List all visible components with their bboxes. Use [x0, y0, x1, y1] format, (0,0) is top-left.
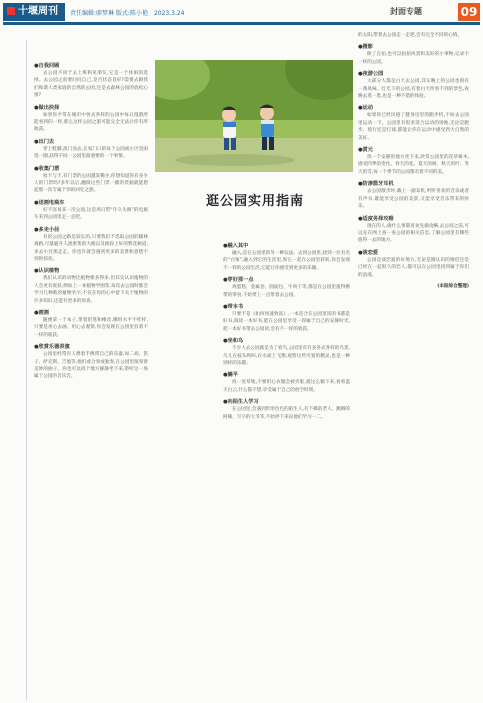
section-body: 我们认识的动物比植物要多得多,但其实认识植物的人会更有收获,例如上一本植物学图鉴,每次去公园时都会学习几种新的植物名字,不仅在你的心中留下关于植物的许多知识,还能有更多的惊喜。 — [34, 276, 148, 304]
section-body: 在公园里,会遇到形形色色的陌生人,有下棋的老人、跳舞的阿姨、写字的大爷等,不妨停下来向他们学习一二。 — [223, 407, 350, 420]
section-title: 封面专题 — [390, 7, 422, 16]
section-body: 不少人去公园就是为了看鸟,公园里有许多各式各样的鸟类,鸟儿在枝头鸣叫,在水面上飞翔,观察这些可爱的精灵,也是一种别样的乐趣。 — [223, 346, 350, 367]
section-block — [223, 276, 350, 299]
masthead-title: 十堰周刊 — [18, 6, 58, 17]
column-divider — [26, 40, 30, 700]
section-heading: ●夜游公园 — [358, 71, 384, 78]
section-body: 公园里经常有人携着手携带自己的乐器,如二胡、笛子、萨克斯、吉他等,他们或合奏或独奏,在公园里演奏着美妙的曲子。你也可以找个地方静静坐下来,聆听这一场属于公园的音乐会。 — [34, 352, 148, 380]
section-heading: ●运动 — [358, 105, 373, 112]
section-block — [34, 138, 148, 161]
column-3 — [223, 240, 350, 700]
section-heading: ●坐和乌 — [223, 338, 244, 345]
issue-date: 2023.3.24 — [153, 10, 185, 17]
section-body: 大部分人都是白天去公园,其实晚上的公园也别有一番风味。灯光下的公园,有着白天所看不到的景色,夜晚去逛一逛,也是一种不错的体验。 — [358, 79, 469, 100]
section-block — [358, 32, 469, 39]
section-body: 找一处草地,不要担心衣服会被弄脏,就这么躺下来,看看蓝天白云,什么都不想,享受属于自己的放空时刻。 — [223, 380, 350, 393]
section-block — [34, 226, 148, 264]
section-heading: ●摄影 — [358, 44, 373, 51]
section-body: 收卡与卡,有门票的公园越发稀少,你想知道你有多少人的门票吗?多年以后,翻阅这些门票一摞的票据就能想起那一次专属于你的回忆之旅。 — [34, 173, 148, 194]
page-number: 09 — [458, 3, 480, 21]
section-heading: ●认识植物 — [34, 268, 60, 275]
section-block — [358, 215, 469, 245]
section-heading: ●谈恋爱 — [358, 249, 379, 256]
section-body: 好不容易来一次公园,这是周日带“年久失修”的电瓶车来到公园里走一走吧。 — [34, 207, 148, 221]
section-block — [358, 146, 469, 176]
section-block — [34, 343, 148, 381]
section-heading: ●躺平 — [223, 372, 238, 379]
park-photo-illustration — [155, 60, 353, 172]
section-body: 公园是谈恋爱的好地方,无论是刚认识的情侣还是已经在一起很久的恋人,都可以在公园里找到属于你们的浪漫。 — [358, 257, 469, 278]
section-block — [358, 43, 469, 66]
article-headline: 逛公园实用指南 — [205, 194, 304, 209]
section-heading: ●向陌生人学习 — [223, 399, 259, 406]
column-4 — [358, 32, 469, 700]
section-heading: ●自我回顾 — [34, 63, 60, 69]
section-block — [223, 371, 350, 394]
section-body: 融入,是在公园里的另一种玩法。去到公园里,找到一位有名的“白领”,融入到它的生活里,和它一起在公园里转转,你会发现不一样的公园生活,它能让你感受到更多的乐趣。 — [223, 251, 350, 271]
section-block — [34, 267, 148, 305]
editor-info — [70, 8, 185, 17]
article-signature: (本报综合整理) — [437, 283, 469, 289]
section-heading: ●做出抉择 — [34, 104, 60, 111]
section-heading: ●赏元 — [358, 147, 373, 154]
header-rule — [3, 22, 480, 25]
section-heading: ●出门去 — [34, 138, 55, 145]
section-heading: ●画画 — [34, 309, 49, 316]
section-block — [223, 398, 350, 421]
page-header — [0, 0, 483, 30]
section-heading: ●收集门票 — [34, 165, 60, 172]
section-body: 除了自拍,也可以拍拍风景和美好的小事物,记录不一样的公园。 — [358, 52, 469, 65]
section-block — [223, 337, 350, 367]
section-body: 随便拿一个本子,带着铅笔和橡皮,哪怕水平不咋样,只要是用心去画、用心去观察,你会发现在公园里有着不一样的收获。 — [34, 317, 148, 338]
section-block — [34, 165, 148, 195]
section-body: 穿上鞋脚,准门而去,在家门口的每个公园或小区里闲逛一圈,获得不同一公园里最重要的一个事情。 — [34, 146, 148, 160]
section-heading: ●送画电瓶车 — [34, 199, 65, 206]
section-body: 去公园散步时,戴上一副耳机,听听喜欢的音乐或者有声书,既能享受公园的美景,又能享受音乐带来的快乐。 — [358, 189, 469, 210]
column-1 — [34, 60, 148, 700]
editor-credits: 责任编辑:廖梦琳 版式:陈小艳 — [70, 10, 148, 17]
section-block — [223, 242, 350, 272]
section-block — [358, 104, 469, 142]
section-heading: ●穿好那一点 — [223, 277, 254, 284]
section-block — [358, 70, 469, 100]
section-body: 鸡蛋糕、金属卷、圆面包、牛肉干等,都是在公园里值得携带的零食,不妨带上一点带着去公园。 — [223, 285, 350, 298]
flag-icon — [7, 7, 15, 15]
section-body: 找一个安静的地方坐下来,欣赏公园里的花草树木,感受四季的变化。春天的花、夏天的树、秋天的叶、冬天的雪,每一个季节的公园都有着不同的美。 — [358, 155, 469, 175]
section-heading: ●防渗篮牙耳机 — [358, 181, 394, 188]
section-heading: ●适度务择攻略 — [358, 215, 394, 222]
section-heading: ●融入其中 — [223, 243, 249, 249]
section-block — [34, 199, 148, 222]
section-heading: ●多走小径 — [34, 226, 60, 233]
section-body: 如果你平常在城市中各式各样的公园中每日漫游所能看到的一样,那么这样公园之旅可能完全无法让你有所收获。 — [34, 112, 148, 133]
section-body: 现在的人,做什么事都喜欢先做攻略,去公园之前,可以先在网上查一查公园的相关信息,了解公园里有哪些值得一去的地方。 — [358, 223, 469, 244]
section-block — [223, 303, 350, 333]
section-block — [34, 104, 148, 134]
section-heading: ●带本书 — [223, 304, 244, 311]
section-body: 有的公园之路是较长的,只要我们不选取公园的辅林观路,尽量避开人流密集的大路以及路段上好的繁花树道,多去小径那走走。你也许就会遇到更多的美景和意想不到的惊喜。 — [34, 234, 148, 262]
children-photo — [155, 60, 353, 172]
masthead-logo — [3, 3, 65, 21]
section-heading: ●欣赏乐器表演 — [34, 344, 70, 351]
section-block — [358, 249, 469, 279]
section-body: 的太阳,带着去公园走一走吧,会有完全不同的心情。 — [358, 33, 462, 38]
section-block — [34, 309, 148, 339]
section-body: 如果你已经厌倦了健身房里的跑步机,不妨去公园里运动一下。公园里有很多适合运动的场地,无论是跑步、骑行还是打球,都能让你在运动中感受到大自然的美好。 — [358, 113, 469, 141]
section-block — [358, 180, 469, 210]
section-block — [34, 62, 148, 100]
section-body: 去公园不同于去上班和见朋友,它是一个休闲的选择。去公园之前要问问自己,是否状态良好?需要去跟我们和谐人类家庭的自然的公园,还是去森林公园的放松心情? — [34, 71, 148, 99]
section-body: 只要不是《如何快速致富》,一本适合在公园里读的书都是好书,阅读一本好书,能在公园里享受一段属于自己的安静时光,把一本好书带去公园读,会有不一样的收获。 — [223, 312, 350, 332]
